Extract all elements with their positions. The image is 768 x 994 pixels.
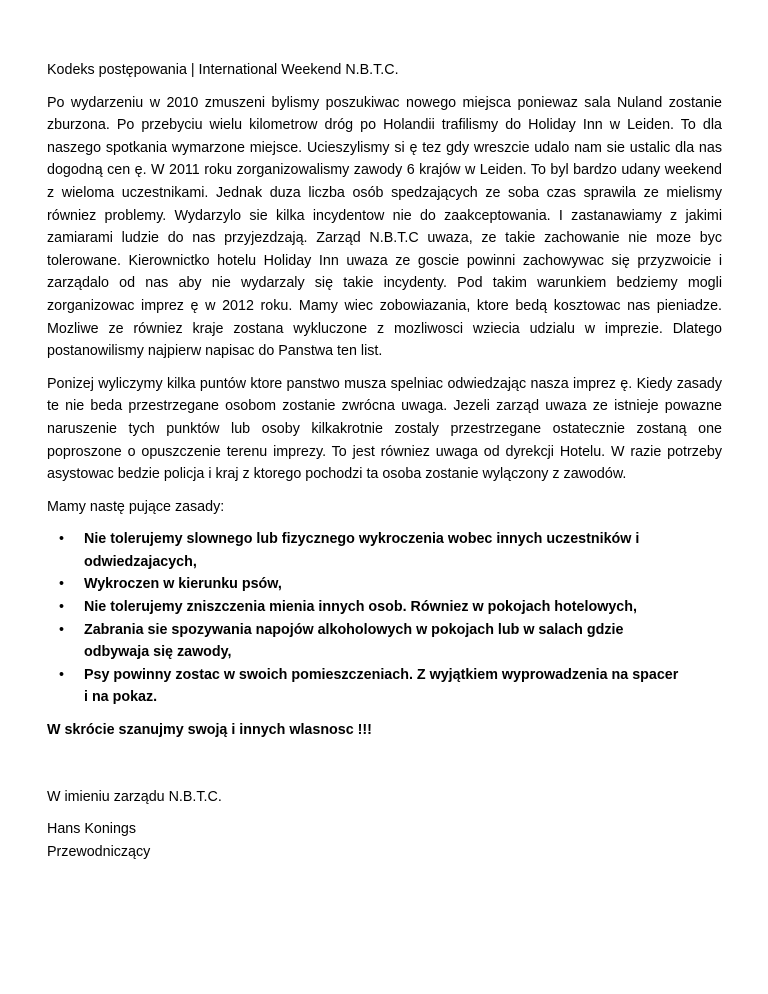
signature-name: Hans Konings	[47, 821, 137, 838]
document-heading: Kodeks postępowania | International Weekend N.B.T.C.	[47, 62, 399, 78]
rule-text: Nie tolerujemy slownego lub fizycznego wykroczenia wobec innych uczestników i odwiedzajacych,	[84, 531, 640, 570]
summary-statement: W skrócie szanujmy swoją i innych wlasnosc !!!	[47, 722, 372, 739]
rule-item	[47, 596, 722, 619]
rule-item	[47, 573, 722, 596]
paragraph-intro: Po wydarzeniu w 2010 zmuszeni bylismy poszukiwac nowego miejsca poniewaz sala Nuland zostanie zburzona. Po przebyciu wielu kilometrow dróg po Holandii trafilismy do Holiday Inn w Leiden. To dla naszego spotkania wymarzone miejsce. Ucieszylismy si ę tez gdy wreszcie udalo nam sie ustalic dla nas dogodną cen ę. W 2011 roku zorganizowalismy zawody 6 krajów w Leiden. To byl bardzo udany weekend z wieloma uczestnikami. Jednak duza liczba osób spedzających ze soba czas sprawila ze mielismy równiez problemy. Wydarzylo sie kilka incydentow nie do zaakceptowania. I zastanawiamy z jakimi zamiarami ludzie do nas przyjezdzają. Zarząd N.B.T.C uwaza, ze takie zachowanie nie moze byc tolerowane. Kierownictko hotelu Holiday Inn uwaza ze goscie powinni zachowywac się przyzwoicie i zarządalo od nas aby nie wydarzaly się takie incydenty. Pod takim warunkiem bedziemy mogli zorganizowac imprez ę w 2012 roku. Mamy wiec zobowiazania, ktore bedą kosztowac nas pieniadze. Mozliwe ze równiez kraje zostana wykluczone z mozliwosci wziecia udzialu w imprezie. Dlatego postanowilismy najpierw napisac do Panstwa ten list.	[47, 94, 722, 360]
rule-item	[47, 664, 722, 709]
rules-intro: Mamy nastę pujące zasady:	[47, 498, 225, 515]
signature-title: Przewodniczący	[47, 843, 151, 860]
bullet-icon: •	[59, 531, 65, 548]
signature-on-behalf: W imieniu zarządu N.B.T.C.	[47, 788, 222, 805]
letter-body	[47, 59, 722, 863]
paragraph-rules-enforcement: Ponizej wyliczymy kilka puntów ktore panstwo musza spelniac odwiedzając nasza imprez ę. Kiedy zasady te nie beda przestrzegane osobom zostanie zwrócna uwaga. Jezeli zarząd uwaza ze istnieje powazne naruszenie tych punktów lub osoby kilkakrotnie zostaly przestrzegane ostatecznie zostaną one poproszone o opuszczenie terenu imprezy. To jest równiez uwaga od dyrekcji Hotelu. W razie potrzeby asystowac bedzie policja i kraj z ktorego pochodzi ta osoba zostanie wylączony z zawodów.	[47, 375, 722, 483]
bullet-icon: •	[59, 621, 65, 638]
bullet-icon: •	[59, 576, 65, 593]
rule-item	[47, 528, 722, 573]
rule-text: Psy powinny zostac w swoich pomieszczeniach. Z wyjątkiem wyprowadzenia na spacer i na pokaz.	[84, 666, 679, 706]
bullet-icon: •	[59, 666, 65, 683]
rule-text: Wykroczen w kierunku psów,	[84, 576, 282, 593]
section-spacer	[47, 742, 722, 786]
bullet-icon: •	[59, 599, 65, 616]
rules-list	[47, 528, 722, 709]
rule-item	[47, 619, 722, 664]
rule-text: Zabrania sie spozywania napojów alkoholowych w pokojach lub w salach gdzie odbywaja się zawody,	[84, 621, 624, 661]
rule-text: Nie tolerujemy zniszczenia mienia innych osob. Równiez w pokojach hotelowych,	[84, 599, 637, 616]
